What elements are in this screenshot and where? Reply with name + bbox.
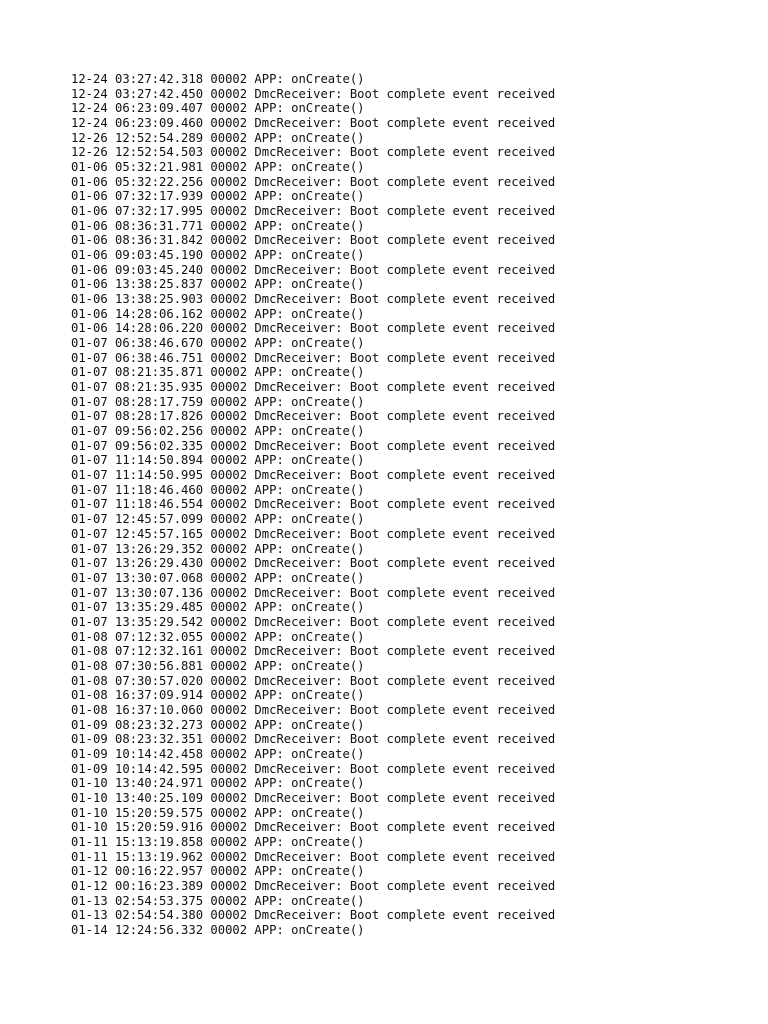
log-line: 12-24 03:27:42.318 00002 APP: onCreate() (71, 72, 365, 86)
log-line: 01-07 09:56:02.335 00002 DmcReceiver: Boot complete event received (71, 438, 556, 453)
log-line: 01-07 11:18:46.554 00002 DmcReceiver: Boot complete event received (71, 497, 556, 512)
log-line: 01-06 08:36:31.771 00002 APP: onCreate() (71, 218, 365, 233)
log-line: 01-06 09:03:45.190 00002 APP: onCreate() (71, 248, 365, 263)
log-line: 01-07 13:26:29.352 00002 APP: onCreate() (71, 541, 365, 556)
log-line: 01-10 15:20:59.916 00002 DmcReceiver: Boot complete event received (71, 820, 556, 835)
log-line: 01-10 15:20:59.575 00002 APP: onCreate() (71, 805, 365, 820)
log-line: 01-09 08:23:32.273 00002 APP: onCreate() (71, 717, 365, 732)
log-line: 01-07 09:56:02.256 00002 APP: onCreate() (71, 424, 365, 439)
log-line: 01-08 16:37:10.060 00002 DmcReceiver: Boot complete event received (71, 702, 556, 717)
log-line: 01-11 15:13:19.858 00002 APP: onCreate() (71, 834, 365, 849)
log-line: 12-24 06:23:09.407 00002 APP: onCreate() (71, 101, 365, 116)
log-line: 01-07 13:26:29.430 00002 DmcReceiver: Boot complete event received (71, 556, 556, 571)
log-line: 01-10 13:40:25.109 00002 DmcReceiver: Boot complete event received (71, 790, 556, 805)
log-line: 01-06 09:03:45.240 00002 DmcReceiver: Boot complete event received (71, 262, 556, 277)
log-line: 01-12 00:16:22.957 00002 APP: onCreate() (71, 864, 365, 879)
log-line: 01-08 16:37:09.914 00002 APP: onCreate() (71, 688, 365, 703)
log-line: 12-24 03:27:42.450 00002 DmcReceiver: Boot complete event received (71, 86, 556, 101)
log-line: 01-08 07:12:32.161 00002 DmcReceiver: Boot complete event received (71, 644, 556, 659)
log-line: 01-07 13:35:29.542 00002 DmcReceiver: Boot complete event received (71, 614, 556, 629)
log-line: 01-07 13:30:07.068 00002 APP: onCreate() (71, 570, 365, 585)
log-line: 01-09 10:14:42.595 00002 DmcReceiver: Boot complete event received (71, 761, 556, 776)
log-line: 01-09 10:14:42.458 00002 APP: onCreate() (71, 746, 365, 761)
log-line: 01-07 13:30:07.136 00002 DmcReceiver: Boot complete event received (71, 585, 556, 600)
log-line: 01-06 05:32:22.256 00002 DmcReceiver: Boot complete event received (71, 174, 556, 189)
log-line: 01-13 02:54:54.380 00002 DmcReceiver: Boot complete event received (71, 908, 556, 923)
log-line: 01-07 13:35:29.485 00002 APP: onCreate() (71, 600, 365, 615)
log-line: 01-07 12:45:57.099 00002 APP: onCreate() (71, 512, 365, 527)
log-line: 12-26 12:52:54.503 00002 DmcReceiver: Boot complete event received (71, 145, 556, 160)
log-line: 01-07 08:21:35.871 00002 APP: onCreate() (71, 365, 365, 380)
log-line: 01-06 13:38:25.903 00002 DmcReceiver: Boot complete event received (71, 292, 556, 307)
log-line: 01-06 08:36:31.842 00002 DmcReceiver: Boot complete event received (71, 233, 556, 248)
log-line: 01-07 12:45:57.165 00002 DmcReceiver: Boot complete event received (71, 526, 556, 541)
log-line: 01-06 13:38:25.837 00002 APP: onCreate() (71, 277, 365, 292)
log-line: 01-07 06:38:46.751 00002 DmcReceiver: Boot complete event received (71, 350, 556, 365)
log-line: 01-07 11:14:50.894 00002 APP: onCreate() (71, 453, 365, 468)
log-line: 12-26 12:52:54.289 00002 APP: onCreate() (71, 130, 365, 145)
log-line: 01-13 02:54:53.375 00002 APP: onCreate() (71, 893, 365, 908)
log-line: 01-06 07:32:17.995 00002 DmcReceiver: Boot complete event received (71, 204, 556, 219)
log-line: 01-06 14:28:06.220 00002 DmcReceiver: Boot complete event received (71, 321, 556, 336)
log-line: 01-07 11:18:46.460 00002 APP: onCreate() (71, 482, 365, 497)
log-line: 01-10 13:40:24.971 00002 APP: onCreate() (71, 776, 365, 791)
log-line: 01-12 00:16:23.389 00002 DmcReceiver: Boot complete event received (71, 878, 556, 893)
log-line: 01-06 14:28:06.162 00002 APP: onCreate() (71, 306, 365, 321)
log-line: 01-08 07:30:56.881 00002 APP: onCreate() (71, 658, 365, 673)
log-line: 01-06 05:32:21.981 00002 APP: onCreate() (71, 160, 365, 175)
log-line: 01-08 07:12:32.055 00002 APP: onCreate() (71, 629, 365, 644)
log-line: 01-07 08:21:35.935 00002 DmcReceiver: Boot complete event received (71, 380, 556, 395)
log-line: 12-24 06:23:09.460 00002 DmcReceiver: Boot complete event received (71, 116, 556, 131)
log-line: 01-08 07:30:57.020 00002 DmcReceiver: Boot complete event received (71, 673, 556, 688)
log-line: 01-11 15:13:19.962 00002 DmcReceiver: Boot complete event received (71, 849, 556, 864)
log-line: 01-07 08:28:17.826 00002 DmcReceiver: Boot complete event received (71, 409, 556, 424)
log-line: 01-07 11:14:50.995 00002 DmcReceiver: Boot complete event received (71, 468, 556, 483)
log-line: 01-07 06:38:46.670 00002 APP: onCreate() (71, 336, 365, 351)
log-line: 01-06 07:32:17.939 00002 APP: onCreate() (71, 189, 365, 204)
log-line: 01-14 12:24:56.332 00002 APP: onCreate() (71, 922, 365, 937)
log-line: 01-09 08:23:32.351 00002 DmcReceiver: Boot complete event received (71, 732, 556, 747)
log-line: 01-07 08:28:17.759 00002 APP: onCreate() (71, 394, 365, 409)
log-document (71, 72, 751, 938)
